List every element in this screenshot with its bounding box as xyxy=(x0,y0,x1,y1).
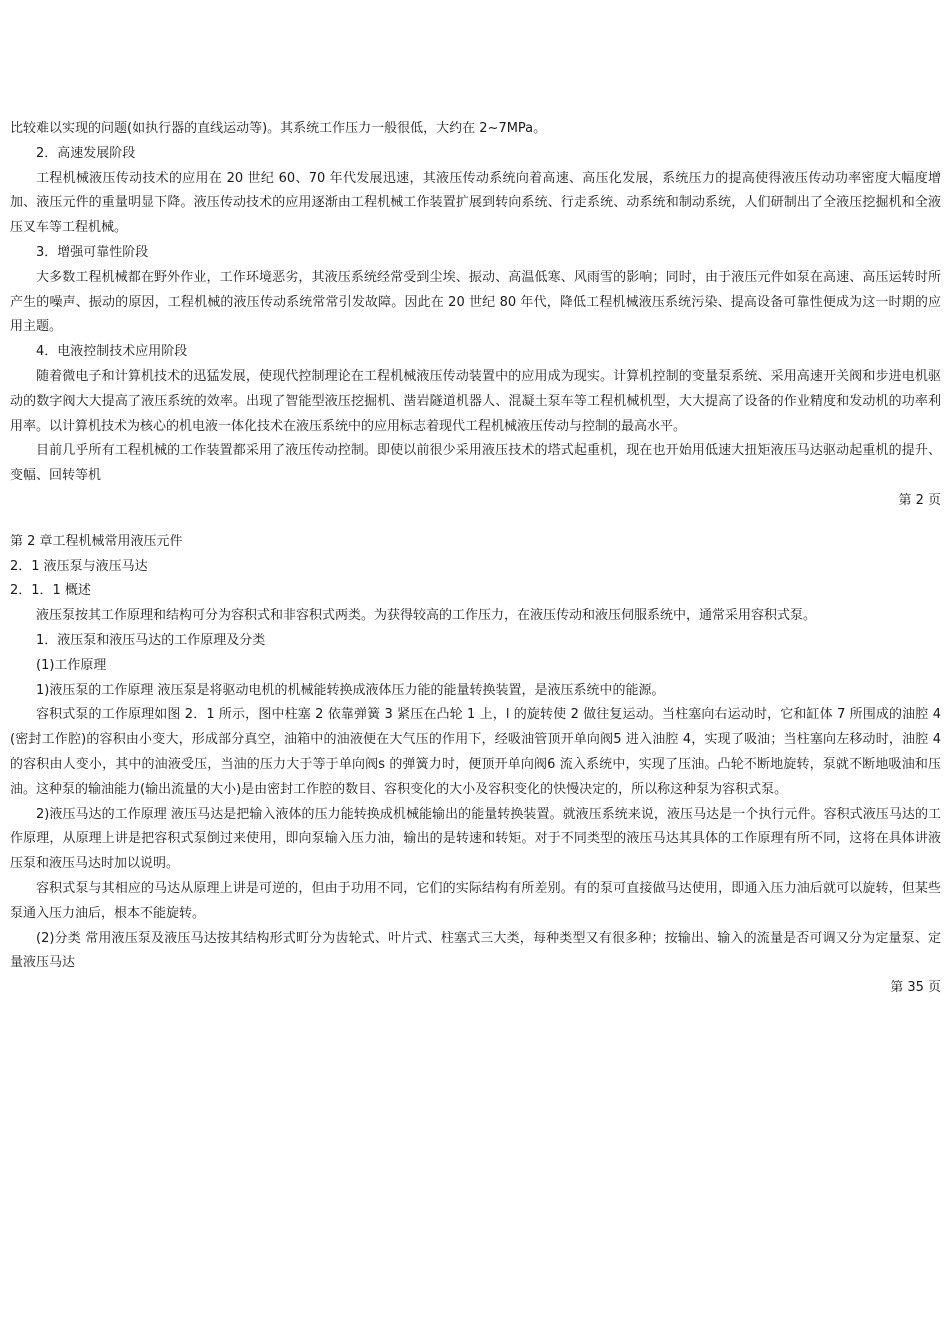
heading-high-speed-stage: 2．高速发展阶段 xyxy=(36,145,136,161)
paragraph-current-status: 目前几乎所有工程机械的工作装置都采用了液压传动控制。即使以前很少采用液压技术的塔式起重机，现在也开始用低速大扭矩液压马达驱动起重机的提升、变幅、回转等机 xyxy=(10,443,941,484)
paragraph-intro-continued: 比较难以实现的问题(如执行器的直线运动等)。其系统工作压力一般很低，大约在 2~7MPa。 xyxy=(10,121,547,136)
page-number-2: 第 2 页 xyxy=(898,492,941,508)
paragraph-volumetric-pump: 容积式泵的工作原理如图 2．1 所示，图中柱塞 2 依靠弹簧 3 紧压在凸轮 1 上，l 的旋转使 2 做往复运动。当柱塞向右运动时，它和缸体 7 所围成的油腔 4(密封工作腔)的容积由小变大，形成部分真空，油箱中的油液便在大气压的作用下，经吸油管顶开单向阀5 进入油腔 4，实现了吸油；当柱塞向左移动时，油腔 4 的容积由人变小，其中的油液受压，当油的压力大于等于单向阀s 的弹簧力时，便顶开单向阀6 流入系统中，实现了压油。凸轮不断地旋转，泵就不断地吸油和压油。这种泵的输油能力(输出流量的大小)是由密封工作腔的数目、容积变化的大小及容积变化的快慢决定的，所以称这种泵为容积式泵。 xyxy=(10,707,941,797)
heading-principle-classification: 1．液压泵和液压马达的工作原理及分类 xyxy=(36,632,266,648)
paragraph-reliability: 大多数工程机械都在野外作业，工作环境恶劣，其液压系统经常受到尘埃、振动、高温低寒、风雨雪的影响；同时，由于液压元件如泵在高速、高压运转时所产生的噪声、振动的原因，工程机械的液压传动系统常常引发故障。因此在 20 世纪 80 年代，降低工程机械液压系统污染、提高设备可靠性便成为这一时期的应用主题。 xyxy=(10,269,941,335)
paragraph-high-speed: 工程机械液压传动技术的应用在 20 世纪 60、70 年代发展迅速，其液压传动系统向着高速、高压化发展，系统压力的提高使得液压传动功率密度大幅度增加、液压元件的重量明显下降。液压传动技术的应用逐渐由工程机械工作装置扩展到转向系统、行走系统、动系统和制动系统，人们研制出了全液压挖掘机和全液压叉车等工程机械。 xyxy=(10,170,941,236)
paragraph-motor-principle: 2)液压马达的工作原理 液压马达是把输入液体的压力能转换成机械能输出的能量转换装置。就液压系统来说，液压马达是一个执行元件。容积式液压马达的工作原理，从原理上讲是把容积式泵倒过来使用，即向泵输入压力油，输出的是转速和转矩。对于不同类型的液压马达其具体的工作原理有所不同，这将在具体讲液压泵和液压马达时加以说明。 xyxy=(10,806,941,872)
chapter-title: 第 2 章工程机械常用液压元件 xyxy=(10,533,183,549)
heading-working-principle: (1)工作原理 xyxy=(36,657,107,673)
section-heading-pump-motor: 2．1 液压泵与液压马达 xyxy=(10,558,148,574)
paragraph-classification: (2)分类 常用液压泵及液压马达按其结构形式町分为齿轮式、叶片式、柱塞式三大类，每种类型又有很多种；按输出、输入的流量是否可调又分为定量泵、定量液压马达 xyxy=(10,930,941,971)
subsection-heading-overview: 2．1．1 概述 xyxy=(10,583,91,599)
document-page xyxy=(10,117,941,1001)
heading-electro-hydraulic-stage: 4．电液控制技术应用阶段 xyxy=(36,344,188,360)
page-number-35: 第 35 页 xyxy=(890,980,941,996)
paragraph-electro-hydraulic: 随着微电子和计算机技术的迅猛发展，使现代控制理论在工程机械液压传动装置中的应用成为现实。计算机控制的变量泵系统、采用高速开关阀和步进电机驱动的数字阀大大提高了液压系统的效率。出现了智能型液压挖掘机、凿岩隧道机器人、混凝土泵车等工程机械机型，大大提高了设备的作业精度和发动机的功率利用率。以计算机技术为核心的机电液一体化技术在液压系统中的应用标志着现代工程机械液压传动与控制的最高水平。 xyxy=(10,368,941,434)
heading-reliability-stage: 3．增强可靠性阶段 xyxy=(36,244,149,260)
paragraph-reversibility: 容积式泵与其相应的马达从原理上讲是可逆的，但由于功用不同，它们的实际结构有所差别。有的泵可直接做马达使用，即通入压力油后就可以旋转，但某些泵通入压力油后，根本不能旋转。 xyxy=(10,880,941,921)
page-gap xyxy=(10,514,941,530)
paragraph-pump-types: 液压泵按其工作原理和结构可分为容积式和非容积式两类。为获得较高的工作压力，在液压传动和液压伺服系统中，通常采用容积式泵。 xyxy=(36,608,817,624)
paragraph-pump-principle: 1)液压泵的工作原理 液压泵是将驱动电机的机械能转换成液体压力能的能量转换装置，是液压系统中的能源。 xyxy=(36,682,665,698)
